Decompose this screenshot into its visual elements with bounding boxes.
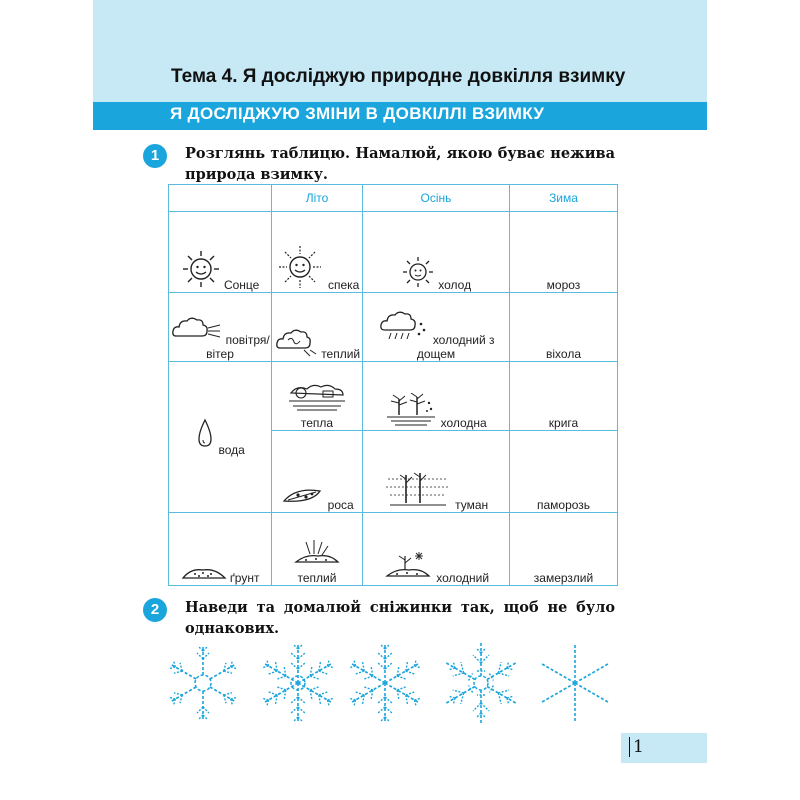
- table-header-row: [169, 185, 618, 212]
- table-cell: [363, 212, 510, 293]
- snowflake-2: [260, 643, 336, 723]
- header-empty: [169, 185, 272, 212]
- warm-soil-icon: [292, 534, 342, 568]
- row-label-cell: [169, 212, 272, 293]
- table-cell: [363, 293, 510, 362]
- snowflake-4: [442, 643, 519, 723]
- small-sun-icon: [401, 255, 435, 289]
- warm-wind-icon: [274, 326, 318, 358]
- cell-label: роса: [327, 498, 354, 512]
- snowflake-5: [540, 643, 609, 723]
- workbook-page: [93, 0, 707, 800]
- table-row: [169, 212, 618, 293]
- header-winter: Зима: [510, 185, 618, 212]
- header-autumn: Осінь: [363, 185, 510, 212]
- cell-label: холодна: [440, 416, 487, 430]
- row-label: ґрунт: [229, 571, 260, 585]
- snowflake-3: [347, 643, 423, 723]
- cell-label: тепла: [300, 416, 334, 430]
- table-row: [169, 293, 618, 362]
- table-cell: [272, 513, 363, 586]
- cell-label: теплий: [321, 347, 361, 361]
- nature-table: [168, 184, 618, 586]
- table-cell: [363, 431, 510, 513]
- row-label-cell: [169, 293, 272, 362]
- soil-icon: [181, 564, 227, 582]
- cell-label: крига: [548, 416, 579, 430]
- dew-icon: [280, 483, 324, 509]
- table-cell: [510, 212, 618, 293]
- cold-water-icon: [385, 393, 437, 427]
- snowflake-1: [167, 645, 239, 721]
- hot-sun-icon: [275, 245, 325, 289]
- warm-water-icon: [287, 381, 347, 413]
- row-label-cell: [169, 362, 272, 513]
- page-number-box: [621, 733, 707, 763]
- table-cell: [510, 513, 618, 586]
- cloud-wind-icon: [170, 312, 222, 344]
- rain-cloud-icon: [377, 310, 429, 344]
- task-1-number: 1: [143, 144, 167, 168]
- row-label: Сонце: [223, 278, 260, 292]
- cell-label: замерзлий: [533, 571, 594, 585]
- table-cell: [510, 362, 618, 431]
- cold-soil-icon: [383, 548, 433, 582]
- section-title: Я ДОСЛІДЖУЮ ЗМІНИ В ДОВКІЛЛІ ВЗИМКУ: [170, 104, 545, 123]
- table-cell: [363, 362, 510, 431]
- sun-icon: [181, 249, 221, 289]
- fog-icon: [384, 469, 452, 509]
- row-label: вода: [218, 442, 245, 457]
- cell-label: віхола: [546, 347, 581, 361]
- table-cell: [272, 362, 363, 431]
- table-cell: [510, 431, 618, 513]
- cell-label: спека: [327, 278, 360, 292]
- table-cell: [272, 431, 363, 513]
- row-label: повітря/вітер: [206, 333, 270, 361]
- cell-label: холод: [438, 278, 472, 292]
- topic-title: Тема 4. Я досліджую природне довкілля взимку: [171, 66, 626, 87]
- table-cell: [363, 513, 510, 586]
- page-number: 1: [629, 737, 644, 757]
- table-row: [169, 362, 618, 431]
- header-summer: Літо: [272, 185, 363, 212]
- table-row: [169, 513, 618, 586]
- row-label-cell: [169, 513, 272, 586]
- cell-label: туман: [455, 498, 489, 512]
- task-2-text: Наведи та домалюй сніжинки так, щоб не було однакових.: [185, 599, 615, 637]
- task-2-number: 2: [143, 598, 167, 622]
- cell-label: теплий: [297, 571, 337, 585]
- cell-label: холодний з дощем: [416, 333, 495, 361]
- task-1-text: Розглянь таблицю. Намалюй, якою буває нежива природа взимку.: [185, 145, 615, 183]
- table-cell: [272, 293, 363, 362]
- cell-label: мороз: [546, 278, 581, 292]
- cell-label: паморозь: [536, 498, 591, 512]
- cell-label: холодний: [436, 571, 490, 585]
- water-drop-icon: [195, 418, 215, 450]
- snowflake-row: [163, 638, 623, 728]
- table-cell: [510, 293, 618, 362]
- table-cell: [272, 212, 363, 293]
